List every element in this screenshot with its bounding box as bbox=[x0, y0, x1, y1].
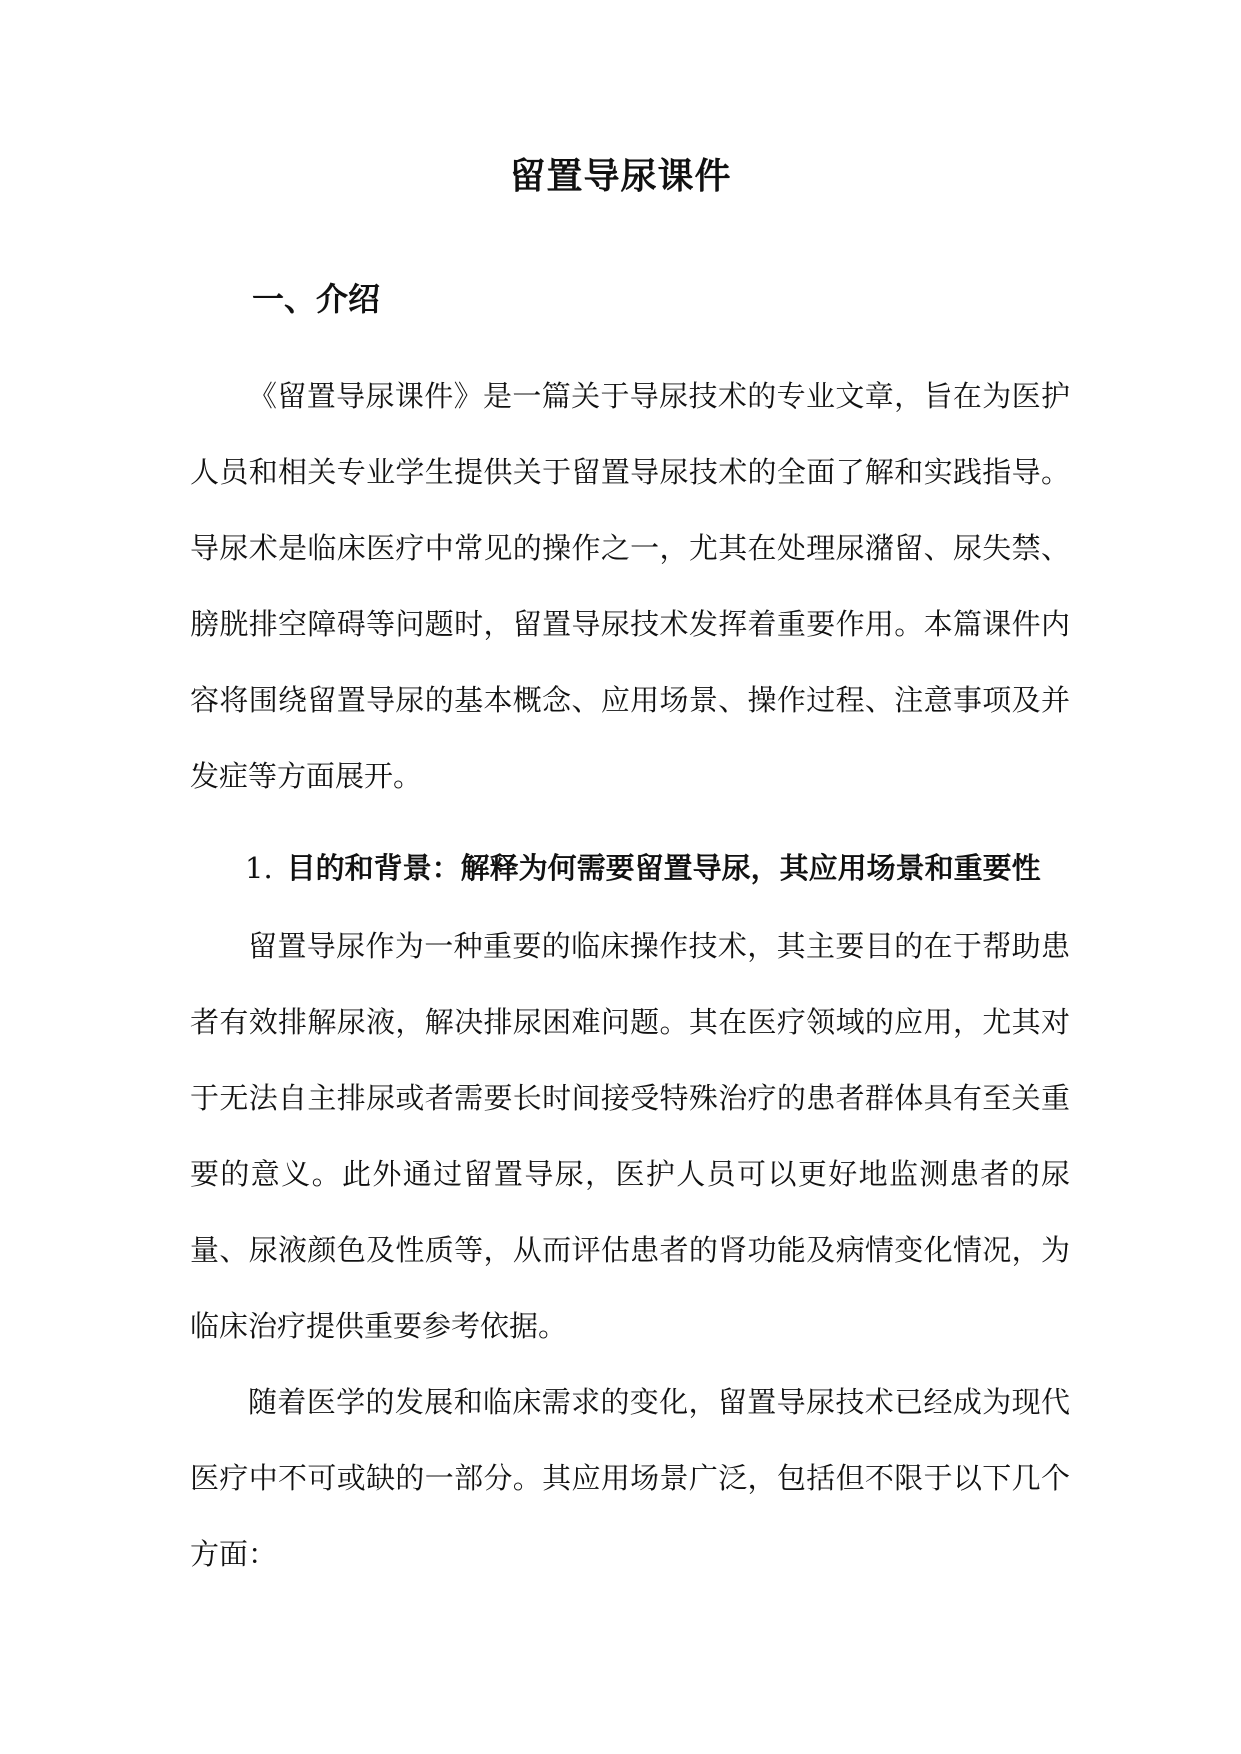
subsection-heading-purpose bbox=[245, 846, 1041, 890]
subsection-title: 目的和背景：解释为何需要留置导尿，其应用场景和重要性 bbox=[286, 851, 1041, 885]
intro-paragraph: 《留置导尿课件》是一篇关于导尿技术的专业文章，旨在为医护人员和相关专业学生提供关于留置导尿技术的全面了解和实践指导。导尿术是临床医疗中常见的操作之一，尤其在处理尿潴留、尿失禁、膀胱排空障碍等问题时，留置导尿技术发挥着重要作用。本篇课件内容将围绕留置导尿的基本概念、应用场景、操作过程、注意事项及并发症等方面展开。 bbox=[190, 379, 1070, 793]
subsection-number: 1. bbox=[245, 851, 273, 885]
document-title: 留置导尿课件 bbox=[509, 155, 732, 197]
background-paragraph: 随着医学的发展和临床需求的变化，留置导尿技术已经成为现代医疗中不可或缺的一部分。其应用场景广泛，包括但不限于以下几个方面： bbox=[190, 1385, 1070, 1571]
section-heading-introduction: 一、介绍 bbox=[252, 280, 381, 318]
purpose-paragraph: 留置导尿作为一种重要的临床操作技术，其主要目的在于帮助患者有效排解尿液，解决排尿困难问题。其在医疗领域的应用，尤其对于无法自主排尿或者需要长时间接受特殊治疗的患者群体具有至关重要的意义。此外通过留置导尿，医护人员可以更好地监测患者的尿量、尿液颜色及性质等，从而评估患者的肾功能及病情变化情况，为临床治疗提供重要参考依据。 bbox=[190, 929, 1070, 1343]
